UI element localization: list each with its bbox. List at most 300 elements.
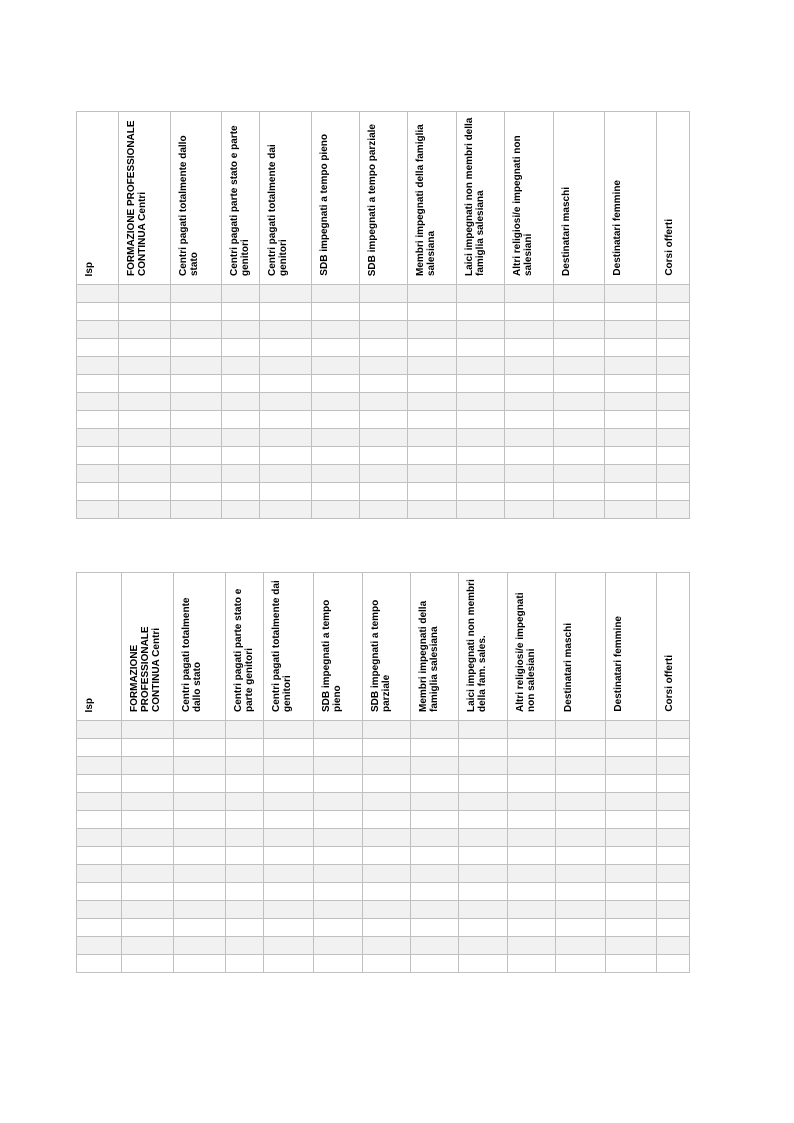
table-row bbox=[77, 829, 690, 847]
table-cell bbox=[408, 393, 457, 411]
table-cell bbox=[508, 919, 556, 937]
table-cell bbox=[606, 811, 657, 829]
table-cell bbox=[457, 447, 505, 465]
table-cell bbox=[605, 483, 657, 501]
table-cell bbox=[605, 357, 657, 375]
table-cell bbox=[77, 357, 119, 375]
table-cell bbox=[554, 447, 605, 465]
table-cell bbox=[260, 447, 312, 465]
col-header-formazione: FORMAZIONE PROFESSIONALE CONTINUA Centri bbox=[122, 573, 174, 721]
table-row bbox=[77, 393, 690, 411]
table-cell bbox=[606, 757, 657, 775]
table-body bbox=[77, 285, 690, 519]
table-cell bbox=[314, 955, 363, 973]
table-cell bbox=[226, 793, 264, 811]
table-cell bbox=[174, 955, 226, 973]
table-cell bbox=[119, 303, 171, 321]
table-cell bbox=[312, 303, 360, 321]
table-cell bbox=[363, 937, 411, 955]
table-row bbox=[77, 483, 690, 501]
header-row bbox=[77, 573, 690, 721]
table-cell bbox=[260, 393, 312, 411]
table-row bbox=[77, 357, 690, 375]
table-cell bbox=[363, 901, 411, 919]
table-cell bbox=[77, 721, 122, 739]
table-cell bbox=[505, 375, 554, 393]
table-cell bbox=[411, 739, 459, 757]
table-cell bbox=[606, 937, 657, 955]
table-cell bbox=[360, 465, 408, 483]
table-cell bbox=[459, 883, 508, 901]
table-cell bbox=[411, 883, 459, 901]
table-cell bbox=[174, 901, 226, 919]
table-cell bbox=[226, 739, 264, 757]
table-cell bbox=[77, 429, 119, 447]
table-cell bbox=[260, 501, 312, 519]
table-cell bbox=[605, 447, 657, 465]
table-cell bbox=[77, 937, 122, 955]
table-cell bbox=[408, 429, 457, 447]
table-cell bbox=[171, 411, 222, 429]
table-cell bbox=[457, 357, 505, 375]
table-cell bbox=[360, 339, 408, 357]
table-cell bbox=[457, 285, 505, 303]
table-cell bbox=[171, 429, 222, 447]
table-cell bbox=[122, 793, 174, 811]
table-cell bbox=[77, 321, 119, 339]
table-cell bbox=[657, 883, 690, 901]
table-row bbox=[77, 757, 690, 775]
table-cell bbox=[554, 393, 605, 411]
table-cell bbox=[260, 303, 312, 321]
table-cell bbox=[222, 357, 260, 375]
table-cell bbox=[77, 393, 119, 411]
col-header-formazione: FORMAZIONE PROFESSIONALE CONTINUA Centri bbox=[119, 112, 171, 285]
table-cell bbox=[459, 829, 508, 847]
table-row bbox=[77, 375, 690, 393]
table-cell bbox=[508, 901, 556, 919]
table-cell bbox=[226, 811, 264, 829]
table-cell bbox=[554, 303, 605, 321]
table-cell bbox=[408, 339, 457, 357]
table-cell bbox=[77, 901, 122, 919]
table-cell bbox=[77, 411, 119, 429]
table-cell bbox=[363, 865, 411, 883]
table-row bbox=[77, 339, 690, 357]
table-cell bbox=[312, 447, 360, 465]
table-cell bbox=[606, 793, 657, 811]
table-cell bbox=[314, 775, 363, 793]
table-cell bbox=[222, 393, 260, 411]
table-cell bbox=[554, 375, 605, 393]
table-cell bbox=[408, 411, 457, 429]
table-row bbox=[77, 937, 690, 955]
table-cell bbox=[457, 501, 505, 519]
table-cell bbox=[174, 721, 226, 739]
table-cell bbox=[122, 775, 174, 793]
table-cell bbox=[119, 375, 171, 393]
table-cell bbox=[222, 411, 260, 429]
table-cell bbox=[264, 865, 314, 883]
table-cell bbox=[264, 775, 314, 793]
table-cell bbox=[408, 303, 457, 321]
table-cell bbox=[360, 483, 408, 501]
col-header-sdb-parziale: SDB impegnati a tempo parziale bbox=[363, 573, 411, 721]
col-header-stato-genitori: Centri pagati parte stato e parte genitori bbox=[222, 112, 260, 285]
table-cell bbox=[174, 865, 226, 883]
table-cell bbox=[260, 429, 312, 447]
table-cell bbox=[119, 321, 171, 339]
table-cell bbox=[360, 375, 408, 393]
table-cell bbox=[171, 501, 222, 519]
table-cell bbox=[264, 739, 314, 757]
table-cell bbox=[508, 955, 556, 973]
table-row bbox=[77, 321, 690, 339]
col-header-membri: Membri impegnati della famiglia salesiana bbox=[408, 112, 457, 285]
table-row bbox=[77, 955, 690, 973]
table-cell bbox=[77, 447, 119, 465]
table-cell bbox=[77, 847, 122, 865]
table-cell bbox=[77, 739, 122, 757]
table-cell bbox=[657, 339, 690, 357]
table-cell bbox=[505, 321, 554, 339]
table-cell bbox=[556, 829, 606, 847]
table-cell bbox=[264, 829, 314, 847]
table-cell bbox=[119, 447, 171, 465]
table-cell bbox=[657, 447, 690, 465]
table-cell bbox=[77, 501, 119, 519]
data-table-2 bbox=[76, 572, 690, 973]
col-header-stato: Centri pagati totalmente dallo stato bbox=[174, 573, 226, 721]
table-cell bbox=[260, 375, 312, 393]
table-cell bbox=[174, 775, 226, 793]
table-cell bbox=[314, 793, 363, 811]
table-cell bbox=[171, 357, 222, 375]
table-cell bbox=[264, 883, 314, 901]
table-cell bbox=[657, 919, 690, 937]
table-cell bbox=[408, 447, 457, 465]
table-cell bbox=[554, 411, 605, 429]
table-cell bbox=[122, 883, 174, 901]
table-cell bbox=[605, 321, 657, 339]
table-cell bbox=[508, 865, 556, 883]
table-cell bbox=[314, 937, 363, 955]
table-cell bbox=[554, 465, 605, 483]
table-cell bbox=[363, 757, 411, 775]
table-cell bbox=[657, 865, 690, 883]
data-table-1 bbox=[76, 111, 690, 519]
table-row bbox=[77, 285, 690, 303]
table-cell bbox=[264, 811, 314, 829]
table-cell bbox=[554, 501, 605, 519]
table-cell bbox=[77, 339, 119, 357]
table-cell bbox=[554, 429, 605, 447]
table-cell bbox=[264, 955, 314, 973]
col-header-maschi: Destinatari maschi bbox=[554, 112, 605, 285]
table-cell bbox=[459, 757, 508, 775]
table-cell bbox=[363, 955, 411, 973]
table-cell bbox=[122, 847, 174, 865]
col-header-isp: Isp bbox=[77, 112, 119, 285]
table-cell bbox=[360, 321, 408, 339]
table-cell bbox=[657, 829, 690, 847]
table-cell bbox=[226, 955, 264, 973]
table-cell bbox=[312, 501, 360, 519]
table-cell bbox=[312, 321, 360, 339]
table-cell bbox=[657, 321, 690, 339]
table-cell bbox=[556, 775, 606, 793]
table-cell bbox=[505, 501, 554, 519]
table-cell bbox=[119, 483, 171, 501]
table-cell bbox=[459, 775, 508, 793]
table-cell bbox=[264, 937, 314, 955]
table-cell bbox=[657, 757, 690, 775]
table-cell bbox=[171, 483, 222, 501]
table-row bbox=[77, 865, 690, 883]
col-header-maschi: Destinatari maschi bbox=[556, 573, 606, 721]
table-cell bbox=[605, 501, 657, 519]
table-cell bbox=[360, 411, 408, 429]
table-cell bbox=[363, 739, 411, 757]
table-cell bbox=[457, 375, 505, 393]
col-header-laici: Laici impegnati non membri della fam. sales. bbox=[459, 573, 508, 721]
table-cell bbox=[657, 937, 690, 955]
table-cell bbox=[222, 501, 260, 519]
table-cell bbox=[312, 393, 360, 411]
table-cell bbox=[411, 775, 459, 793]
table-cell bbox=[171, 375, 222, 393]
table-cell bbox=[363, 811, 411, 829]
table-cell bbox=[312, 339, 360, 357]
table-cell bbox=[556, 847, 606, 865]
table-cell bbox=[606, 721, 657, 739]
table-cell bbox=[363, 883, 411, 901]
table-cell bbox=[556, 865, 606, 883]
table-cell bbox=[122, 811, 174, 829]
table-cell bbox=[457, 303, 505, 321]
table-cell bbox=[264, 901, 314, 919]
table-cell bbox=[657, 429, 690, 447]
table-cell bbox=[363, 919, 411, 937]
table-cell bbox=[171, 393, 222, 411]
table-cell bbox=[314, 739, 363, 757]
table-cell bbox=[363, 829, 411, 847]
table-cell bbox=[260, 357, 312, 375]
table-row bbox=[77, 811, 690, 829]
table-cell bbox=[657, 721, 690, 739]
table-cell bbox=[77, 483, 119, 501]
table-cell bbox=[363, 847, 411, 865]
table-cell bbox=[459, 865, 508, 883]
col-header-membri: Membri impegnati della famiglia salesiana bbox=[411, 573, 459, 721]
table-row bbox=[77, 793, 690, 811]
table-cell bbox=[226, 937, 264, 955]
table-cell bbox=[505, 411, 554, 429]
table-row bbox=[77, 501, 690, 519]
table-cell bbox=[314, 919, 363, 937]
table-cell bbox=[363, 775, 411, 793]
table-cell bbox=[605, 411, 657, 429]
table-cell bbox=[119, 285, 171, 303]
table-cell bbox=[605, 465, 657, 483]
table-cell bbox=[508, 829, 556, 847]
table-row bbox=[77, 847, 690, 865]
table-cell bbox=[360, 393, 408, 411]
table-cell bbox=[606, 739, 657, 757]
table-cell bbox=[408, 375, 457, 393]
table-cell bbox=[505, 285, 554, 303]
table-row bbox=[77, 901, 690, 919]
table-cell bbox=[122, 757, 174, 775]
table-cell bbox=[657, 357, 690, 375]
table-cell bbox=[408, 321, 457, 339]
table-cell bbox=[226, 829, 264, 847]
table-cell bbox=[314, 757, 363, 775]
table-cell bbox=[222, 429, 260, 447]
table-cell bbox=[360, 447, 408, 465]
table-cell bbox=[459, 811, 508, 829]
table-cell bbox=[360, 357, 408, 375]
table-cell bbox=[226, 883, 264, 901]
table-cell bbox=[408, 501, 457, 519]
table-cell bbox=[312, 483, 360, 501]
table-cell bbox=[226, 721, 264, 739]
table-cell bbox=[122, 919, 174, 937]
table-cell bbox=[411, 757, 459, 775]
table-cell bbox=[657, 375, 690, 393]
table-cell bbox=[508, 775, 556, 793]
table-cell bbox=[657, 901, 690, 919]
table-cell bbox=[556, 955, 606, 973]
table-cell bbox=[606, 775, 657, 793]
table-cell bbox=[222, 465, 260, 483]
table-cell bbox=[605, 393, 657, 411]
table-cell bbox=[260, 411, 312, 429]
table-cell bbox=[411, 847, 459, 865]
table-cell bbox=[554, 339, 605, 357]
table-cell bbox=[505, 393, 554, 411]
table-cell bbox=[77, 919, 122, 937]
col-header-sdb-parziale: SDB impegnati a tempo parziale bbox=[360, 112, 408, 285]
table-cell bbox=[459, 919, 508, 937]
table-cell bbox=[260, 339, 312, 357]
table-cell bbox=[459, 847, 508, 865]
table-cell bbox=[556, 757, 606, 775]
table-cell bbox=[77, 829, 122, 847]
table-cell bbox=[508, 811, 556, 829]
table-cell bbox=[222, 339, 260, 357]
col-header-altri-religiosi: Altri religiosi/e impegnati non salesiani bbox=[508, 573, 556, 721]
table-cell bbox=[171, 303, 222, 321]
table-cell bbox=[222, 285, 260, 303]
table-cell bbox=[174, 793, 226, 811]
table-cell bbox=[360, 303, 408, 321]
table-cell bbox=[122, 937, 174, 955]
table-cell bbox=[657, 411, 690, 429]
table-cell bbox=[554, 321, 605, 339]
table-cell bbox=[122, 865, 174, 883]
col-header-sdb-pieno: SDB impegnati a tempo pieno bbox=[312, 112, 360, 285]
table-cell bbox=[171, 465, 222, 483]
table-cell bbox=[508, 739, 556, 757]
header-row bbox=[77, 112, 690, 285]
table-cell bbox=[457, 465, 505, 483]
table-cell bbox=[411, 937, 459, 955]
table-cell bbox=[314, 901, 363, 919]
table-cell bbox=[312, 465, 360, 483]
table-cell bbox=[459, 721, 508, 739]
table-cell bbox=[508, 847, 556, 865]
table-row bbox=[77, 465, 690, 483]
table-cell bbox=[171, 285, 222, 303]
table-cell bbox=[411, 829, 459, 847]
table-cell bbox=[77, 865, 122, 883]
table-cell bbox=[457, 411, 505, 429]
table-cell bbox=[408, 465, 457, 483]
table-cell bbox=[174, 811, 226, 829]
table-cell bbox=[77, 955, 122, 973]
table-cell bbox=[657, 465, 690, 483]
table-cell bbox=[554, 483, 605, 501]
col-header-corsi: Corsi offerti bbox=[657, 573, 690, 721]
table-cell bbox=[264, 721, 314, 739]
table-cell bbox=[411, 955, 459, 973]
table-cell bbox=[260, 465, 312, 483]
table-row bbox=[77, 919, 690, 937]
table-cell bbox=[411, 721, 459, 739]
table-cell bbox=[411, 901, 459, 919]
table-cell bbox=[260, 321, 312, 339]
table-cell bbox=[657, 955, 690, 973]
table-cell bbox=[457, 393, 505, 411]
table-cell bbox=[605, 303, 657, 321]
col-header-isp: Isp bbox=[77, 573, 122, 721]
table-cell bbox=[459, 937, 508, 955]
table-cell bbox=[556, 937, 606, 955]
table-cell bbox=[312, 285, 360, 303]
table-cell bbox=[312, 429, 360, 447]
table-cell bbox=[508, 937, 556, 955]
table-cell bbox=[657, 285, 690, 303]
table-cell bbox=[260, 483, 312, 501]
table-cell bbox=[411, 865, 459, 883]
table-cell bbox=[171, 447, 222, 465]
table-cell bbox=[363, 721, 411, 739]
col-header-sdb-pieno: SDB impegnati a tempo pieno bbox=[314, 573, 363, 721]
table-cell bbox=[314, 847, 363, 865]
table-cell bbox=[174, 919, 226, 937]
table-cell bbox=[174, 757, 226, 775]
table-cell bbox=[657, 847, 690, 865]
table-cell bbox=[119, 501, 171, 519]
table-cell bbox=[222, 321, 260, 339]
table-cell bbox=[554, 357, 605, 375]
table-cell bbox=[556, 919, 606, 937]
table-cell bbox=[505, 429, 554, 447]
table-cell bbox=[605, 339, 657, 357]
table-cell bbox=[605, 429, 657, 447]
table-cell bbox=[312, 357, 360, 375]
table-cell bbox=[505, 357, 554, 375]
table-cell bbox=[174, 847, 226, 865]
table-cell bbox=[657, 811, 690, 829]
col-header-corsi: Corsi offerti bbox=[657, 112, 690, 285]
table-cell bbox=[606, 829, 657, 847]
table-cell bbox=[508, 721, 556, 739]
table-cell bbox=[122, 955, 174, 973]
table-cell bbox=[119, 429, 171, 447]
table-cell bbox=[226, 919, 264, 937]
